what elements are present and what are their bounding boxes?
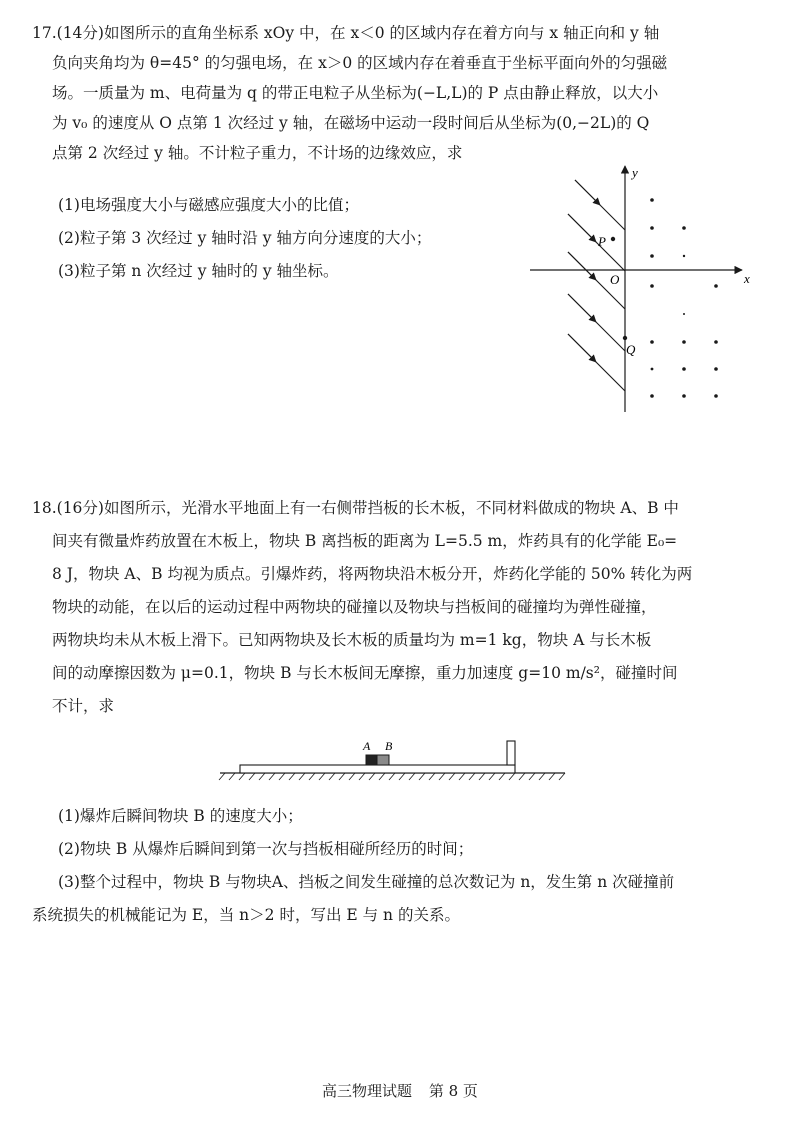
q17-line-2: 负向夹角均为 θ=45° 的匀强电场，在 x＞0 的区域内存在着垂直于坐标平面向外的匀强磁 [52,54,668,72]
footer-title: 高三物理试题 [322,1082,413,1100]
q17-line-5: 点第 2 次经过 y 轴。不计粒子重力，不计场的边缘效应，求 [52,144,463,162]
q17-part-2: (2)粒子第 3 次经过 y 轴时沿 y 轴方向分速度的大小； [58,229,432,247]
q18-line-6: 间的动摩擦因数为 μ=0.1，物块 B 与长木板间无摩擦，重力加速度 g=10 m/s²，碰撞时间 [52,664,678,682]
q18-line-3: 8 J，物块 A、B 均视为质点。引爆炸药，将两物块沿木板分开，炸药化学能的 50% 转化为两 [52,565,693,583]
y-axis-label: y [632,165,638,180]
q18-line-1: 18.(16分)如图所示，光滑水平地面上有一右侧带挡板的长木板，不同材料做成的物块 A、B 中 [32,499,679,517]
q17-part-3: (3)粒子第 n 次经过 y 轴时的 y 轴坐标。 [58,262,339,280]
q17-field-figure [530,162,760,424]
block-b [377,755,389,765]
q17-line-1: 17.(14分)如图所示的直角坐标系 xOy 中，在 x＜0 的区域内存在着方向与 x 轴正向和 y 轴 [32,24,660,42]
block-a-label: A [363,739,371,753]
q18-line-7: 不计，求 [52,697,115,715]
magnetic-field-dots [650,198,718,398]
x-axis-label: x [744,271,750,286]
q18-part-3-continued: 系统损失的机械能记为 E，当 n＞2 时，写出 E 与 n 的关系。 [32,906,460,924]
q17-line-4: 为 v₀ 的速度从 O 点第 1 次经过 y 轴，在磁场中运动一段时间后从坐标为(0,−2L)的 Q [52,114,650,132]
q18-part-2: (2)物块 B 从爆炸后瞬间到第一次与挡板相碰所经历的时间； [58,840,474,858]
q18-board-figure [215,733,570,785]
point-q [623,336,627,340]
block-a [366,755,377,765]
long-board [240,765,515,773]
q-label: Q [626,342,636,357]
page-footer [0,1080,800,1101]
origin-label: O [610,272,620,287]
q18-line-5: 两物块均未从木板上滑下。已知两物块及长木板的质量均为 m=1 kg，物块 A 与长木板 [52,631,652,649]
footer-page-number: 第 8 页 [428,1082,478,1100]
q18-part-3: (3)整个过程中，物块 B 与物块A、挡板之间发生碰撞的总次数记为 n，发生第 n 次碰撞前 [58,873,675,891]
q18-line-4: 物块的动能，在以后的运动过程中两物块的碰撞以及物块与挡板间的碰撞均为弹性碰撞， [52,598,657,616]
p-label: P [598,234,606,249]
q18-line-2: 间夹有微量炸药放置在木板上，物块 B 离挡板的距离为 L=5.5 m，炸药具有的化学能 E₀= [52,532,678,550]
q18-part-1: (1)爆炸后瞬间物块 B 的速度大小； [58,807,303,825]
ground-hatching [219,773,565,780]
q17-part-1: (1)电场强度大小与磁感应强度大小的比值； [58,196,359,214]
point-p [611,237,615,241]
q17-line-3: 场。一质量为 m、电荷量为 q 的带正电粒子从坐标为(−L,L)的 P 点由静止释放，以大小 [52,84,659,102]
baffle [507,741,515,765]
block-b-label: B [385,739,393,753]
